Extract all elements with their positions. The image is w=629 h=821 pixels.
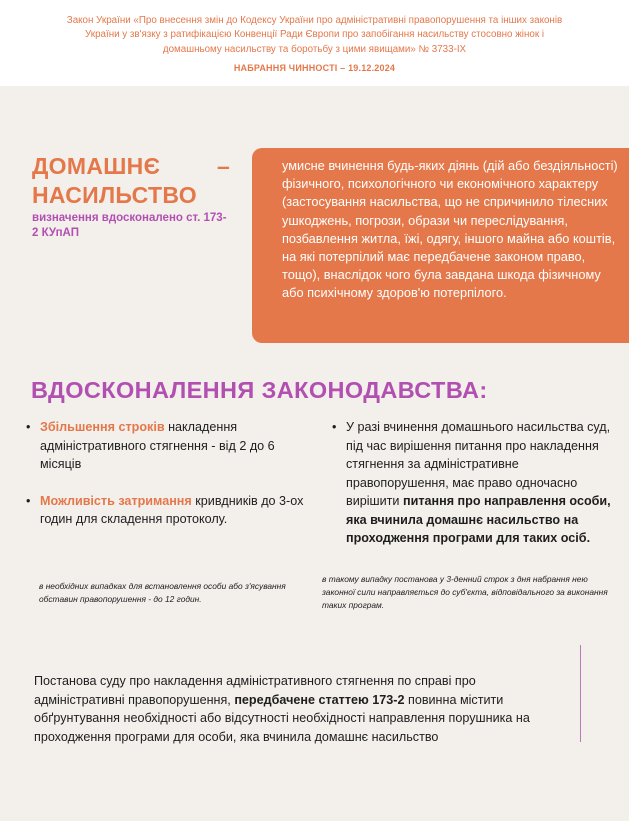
bullet-dot: • <box>26 420 31 434</box>
bullet-text <box>40 418 316 474</box>
paragraph-start: Постанова суду про накладення адміністративного стягнення по справі про адміністративні правопорушення, <box>34 674 476 707</box>
definition-box <box>252 148 629 343</box>
bullet-text <box>40 492 316 529</box>
bullet-body: накладення адміністративного стягнення - від 2 до 6 місяців <box>40 420 275 471</box>
law-title: Закон України «Про внесення змін до Кодексу України про адміністративні правопорушення та інших законів України у зв'язку з ратифікацією Конвенції Ради Європи про запобігання насильству стосовно жінок і домашньому насильству та боротьбу з цими явищами» № 3733-IX <box>66 15 563 55</box>
law-header <box>0 0 629 86</box>
definition-dash: – <box>217 153 231 179</box>
bullet-court-program <box>332 418 622 548</box>
bullet-body: У разі вчинення домашнього насильства суд, під час вирішення питання про накладення стягнення за адміністративне правопорушення, має право одночасно вирішити <box>346 420 611 508</box>
bullet-bold: питання про направлення особи, яка вчинила домашнє насильство на проходження програми для таких осіб. <box>346 494 611 545</box>
definition-title <box>32 152 242 210</box>
definition-text: умисне вчинення будь-яких діянь (дій або бездіяльності) фізичного, психологічного чи економічного характеру (застосування насильства, що не спричинило тілесних ушкоджень, погрози, образи чи переслідування, позбавлення житла, їжі, одягу, іншого майна або коштів, на які потерпілий має передбачене законом право, тощо), внаслідок чого була завдана шкода фізичному або психічному здоров'ю потерпілого. <box>282 158 618 301</box>
definition-subtitle: визначення вдосконалено ст. 173-2 КУпАП <box>32 212 227 239</box>
bullet-highlight: Збільшення строків <box>40 420 165 434</box>
definition-title-text: ДОМАШНЄ НАСИЛЬСТВО <box>32 153 197 208</box>
bullet-highlight: Можливість затримання <box>40 493 192 508</box>
note-detention: в необхідних випадках для встановлення особи або з'ясування обставин правопорушення - до 12 годин. <box>39 581 286 604</box>
court-decision-paragraph <box>34 672 564 746</box>
paragraph-end: повинна містити обґрунтування необхідності або відсутності необхідності направлення порушника на проходження програми для особи, яка вчинила домашнє насильство <box>34 692 530 744</box>
bullet-extended-terms <box>26 418 316 474</box>
effective-date: НАБРАННЯ ЧИННОСТІ – 19.12.2024 <box>233 63 396 74</box>
divider-line <box>580 645 581 742</box>
bullet-body: кривдників до 3-ох годин для складення протоколу. <box>40 493 304 526</box>
improvements-title: ВДОСКОНАЛЕННЯ ЗАКОНОДАВСТВА: <box>31 377 488 403</box>
bullet-dot: • <box>332 420 337 434</box>
improvements-right-column <box>332 418 622 548</box>
bullet-text <box>346 418 622 548</box>
bullet-dot: • <box>26 493 31 508</box>
bullet-detention <box>26 492 316 529</box>
improvements-left-column <box>26 418 316 529</box>
note-court-program: в такому випадку постанова у 3-денний строк з дня набрання нею законної сили направляється до суб'єкта, відповідального за виконання таких програм. <box>322 574 608 610</box>
paragraph-bold: передбачене статтею 173-2 <box>234 692 405 707</box>
